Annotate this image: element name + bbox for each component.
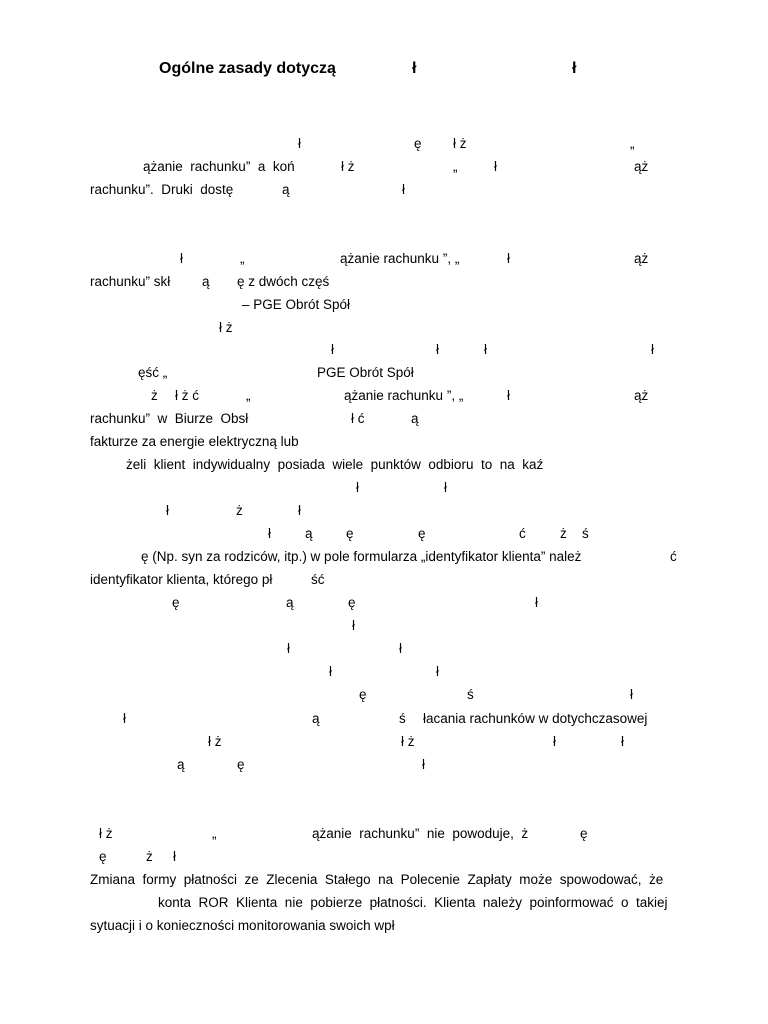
text-fragment: ż — [560, 526, 567, 541]
text-fragment: ł ż — [208, 734, 222, 749]
text-line — [0, 457, 768, 475]
text-fragment: ż — [146, 849, 153, 864]
text-fragment: ążanie rachunku” nie powoduje, ż — [312, 826, 529, 841]
text-line — [0, 849, 768, 867]
text-fragment: ł — [630, 687, 633, 702]
text-fragment: ł — [166, 503, 169, 518]
title-segment: Ogólne zasady dotyczą — [159, 60, 336, 77]
text-fragment: ł ż — [341, 159, 355, 174]
text-fragment: ł — [352, 618, 355, 633]
text-fragment: żeli klient indywidualny posiada wiele punktów odbioru to na kaź — [126, 457, 544, 472]
text-line — [0, 388, 768, 406]
text-line — [0, 549, 768, 567]
text-fragment: ś — [582, 526, 589, 541]
text-line — [0, 711, 768, 729]
text-fragment: ś — [399, 711, 406, 726]
text-line — [0, 664, 768, 682]
text-fragment: ąż — [634, 388, 649, 403]
text-line — [0, 595, 768, 613]
title-segment: ł — [412, 60, 417, 77]
text-fragment: „ — [212, 826, 217, 841]
text-line — [0, 297, 768, 315]
text-line — [0, 734, 768, 752]
text-fragment: ł — [123, 711, 126, 726]
text-fragment: ł — [180, 251, 183, 266]
text-fragment: ł — [535, 595, 538, 610]
text-fragment: ę — [418, 526, 426, 541]
text-line — [0, 503, 768, 521]
text-fragment: ł — [436, 664, 439, 679]
text-fragment: ą — [305, 526, 313, 541]
text-fragment: rachunku” w Biurze Obsł — [90, 411, 249, 426]
text-fragment: ę — [414, 136, 422, 151]
text-line — [0, 251, 768, 269]
text-fragment: ą — [286, 595, 294, 610]
text-fragment: ł ż — [99, 826, 113, 841]
text-fragment: ł — [494, 159, 497, 174]
text-fragment: ąż — [634, 251, 649, 266]
text-fragment: ę — [346, 526, 354, 541]
text-fragment: ęść „ — [138, 365, 168, 380]
text-fragment: ł ć — [351, 411, 365, 426]
text-fragment: ę — [359, 687, 367, 702]
text-fragment: łacania rachunków w dotychczasowej — [423, 711, 648, 726]
text-fragment: „ — [453, 159, 458, 174]
text-line — [0, 136, 768, 154]
text-fragment: ł ż — [219, 320, 233, 335]
text-fragment: ł — [444, 480, 447, 495]
text-fragment: ę — [580, 826, 588, 841]
text-line — [0, 872, 768, 890]
text-fragment: ł — [268, 526, 271, 541]
text-fragment: ść — [311, 572, 325, 587]
text-fragment: ł — [507, 388, 510, 403]
text-line — [0, 572, 768, 590]
text-fragment: – PGE Obrót Spół — [242, 297, 351, 312]
text-fragment: ł — [287, 641, 290, 656]
text-line — [0, 320, 768, 338]
text-fragment: ł — [422, 757, 425, 772]
text-fragment: ążanie rachunku” a koń — [143, 159, 295, 174]
text-line — [0, 895, 768, 913]
text-fragment: ł — [651, 342, 654, 357]
text-fragment: ć — [670, 549, 677, 564]
text-fragment: ł — [173, 849, 176, 864]
text-fragment: ę — [172, 595, 180, 610]
text-line — [0, 480, 768, 498]
text-fragment: rachunku” skł — [90, 274, 171, 289]
text-fragment: ł — [621, 734, 624, 749]
text-fragment: ł ż ć — [175, 388, 200, 403]
text-fragment: ż — [151, 388, 158, 403]
text-fragment: ś — [467, 687, 474, 702]
text-fragment: ę z dwóch częś — [237, 274, 330, 289]
text-fragment: ł — [399, 641, 402, 656]
text-fragment: ą — [282, 182, 290, 197]
text-fragment: PGE Obrót Spół — [317, 365, 414, 380]
text-fragment: „ — [240, 251, 245, 266]
text-fragment: ł ż — [401, 734, 415, 749]
text-fragment: ę — [348, 595, 356, 610]
text-line — [0, 182, 768, 200]
text-line — [0, 826, 768, 844]
text-fragment: „ — [246, 388, 251, 403]
text-fragment: ł — [298, 136, 301, 151]
text-fragment: ąż — [634, 159, 649, 174]
text-fragment: ę (Np. syn za rodziców, itp.) w pole formularza „identyfikator klienta” należ — [141, 549, 582, 564]
text-line — [0, 918, 768, 936]
text-line — [0, 618, 768, 636]
text-fragment: ł — [329, 664, 332, 679]
text-fragment: Zmiana formy płatności ze Zlecenia Stałego na Polecenie Zapłaty może spowodować, że — [90, 872, 664, 887]
text-fragment: rachunku”. Druki dostę — [90, 182, 234, 197]
text-line — [0, 434, 768, 452]
title-segment: ł — [572, 60, 577, 77]
text-fragment: ł — [436, 342, 439, 357]
text-fragment: ą — [177, 757, 185, 772]
text-fragment: ą — [202, 274, 210, 289]
text-fragment: ł — [507, 251, 510, 266]
text-fragment: ł — [553, 734, 556, 749]
text-fragment: ł — [402, 182, 405, 197]
text-fragment: ł — [298, 503, 301, 518]
text-fragment: ę — [99, 849, 107, 864]
text-fragment: ę — [237, 757, 245, 772]
text-fragment: ł — [484, 342, 487, 357]
text-line — [0, 274, 768, 292]
text-line — [0, 757, 768, 775]
text-line — [0, 159, 768, 177]
text-fragment: identyfikator klienta, którego pł — [90, 572, 273, 587]
text-fragment: ł — [356, 480, 359, 495]
text-fragment: fakturze za energie elektryczną lub — [90, 434, 299, 449]
text-fragment: ążanie rachunku ”, „ — [340, 251, 460, 266]
text-line — [0, 641, 768, 659]
text-fragment: sytuacji i o konieczności monitorowania swoich wpł — [90, 918, 395, 933]
text-line — [0, 411, 768, 429]
text-fragment: „ — [630, 136, 635, 151]
text-fragment: konta ROR Klienta nie pobierze płatności. Klienta należy poinformować o takiej — [158, 895, 668, 910]
text-fragment: ż — [236, 503, 243, 518]
text-fragment: ł ż — [453, 136, 467, 151]
text-line — [0, 342, 768, 360]
text-fragment: ł — [331, 342, 334, 357]
text-fragment: ążanie rachunku ”, „ — [344, 388, 464, 403]
text-line — [0, 687, 768, 705]
text-fragment: ą — [411, 411, 419, 426]
text-line — [0, 526, 768, 544]
text-fragment: ą — [312, 711, 320, 726]
text-line — [0, 365, 768, 383]
text-fragment: ć — [519, 526, 526, 541]
